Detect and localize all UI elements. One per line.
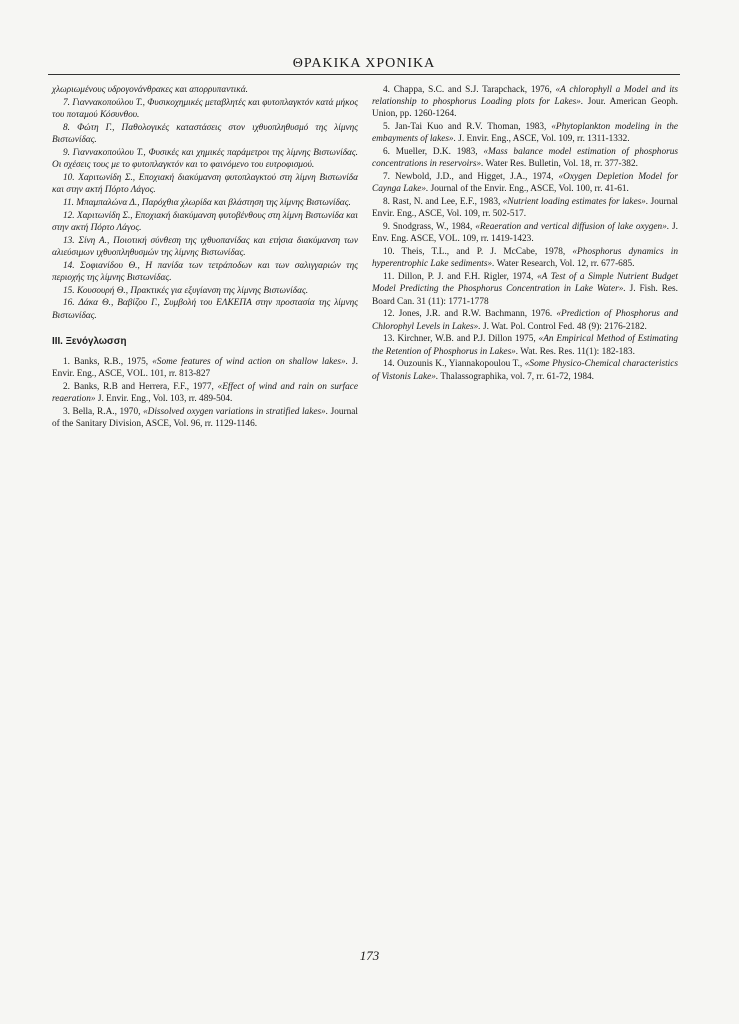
reference-source: Journal of the Sanitary Division, ASCE, Vol. 96, rr. 1129-1146. bbox=[52, 407, 358, 430]
running-header: ΘΡΑΚΙΚΑ ΧΡΟΝΙΚΑ bbox=[292, 56, 436, 71]
foreign-reference-list bbox=[52, 356, 358, 430]
reference-source: J. Envir. Eng., ASCE, Vol. 109, rr. 1311-1332. bbox=[455, 134, 630, 145]
reference-title: «Prediction of Phosphorus and Chlorophyl Levels in Lakes». bbox=[372, 309, 678, 332]
reference-source: Journal of the Envir. Eng., ASCE, Vol. 100, rr. 41-61. bbox=[428, 184, 629, 195]
reference-entry: 14. Σοφιανίδου Θ., Η πανίδα των τετράποδων και των σαλιγγαριών της περιοχής της λίμνης Βιστωνίδας. bbox=[52, 260, 358, 283]
reference-title: «Oxygen Depletion Model for Caynga Lake». bbox=[372, 172, 678, 195]
reference-source: Thalassographika, vol. 7, rr. 61-72, 1984. bbox=[438, 371, 594, 382]
reference-source: J. Env. Eng. ASCE, VOL. 109, rr. 1419-1423. bbox=[372, 222, 678, 245]
reference-source: J. Envir. Eng., ASCE, VOL. 101, rr. 813-827 bbox=[52, 357, 358, 380]
reference-source: J. Fish. Res. Board Can. 31 (11): 1771-1778 bbox=[372, 284, 679, 307]
reference-source: Wat. Res. Res. 11(1): 182-183. bbox=[518, 346, 635, 357]
reference-authors: 9. Snodgrass, W., 1984, bbox=[383, 222, 476, 233]
reference-entry bbox=[52, 356, 358, 380]
reference-source: J. Envir. Eng., Vol. 103, rr. 489-504. bbox=[95, 394, 233, 405]
reference-authors: 11. Dillon, P. J. and F.H. Rigler, 1974, bbox=[383, 272, 537, 283]
reference-title: «Some Physico-Chemical characteristics of Vistonis Lake». bbox=[372, 359, 678, 382]
reference-entry bbox=[52, 381, 358, 405]
reference-source: Water Res. Bulletin, Vol. 18, rr. 377-382. bbox=[483, 159, 638, 170]
reference-authors: 14. Ouzounis K., Yiannakopoulou T., bbox=[383, 359, 525, 370]
reference-authors: 2. Banks, R.B and Herrera, F.F., 1977, bbox=[63, 382, 218, 392]
reference-entry: 16. Δάκα Θ., Βαβίζου Γ., Συμβολή του ΕΛΚΕΠΑ στην προστασία της λίμνης Βιστωνίδας. bbox=[52, 298, 358, 321]
reference-title: «Phosphorus dynamics in hyperentrophic Lake sediments». bbox=[372, 247, 678, 270]
reference-title: «Effect of wind and rain on surface reaeration» bbox=[52, 382, 358, 405]
left-column bbox=[52, 84, 358, 431]
reference-title: «An Empirical Method of Estimating the Retention of Phosphorus in Lakes». bbox=[372, 334, 678, 357]
reference-source: Water Research, Vol. 12, rr. 677-685. bbox=[494, 259, 635, 270]
reference-entry: 15. Κουσουρή Θ., Πρακτικές για εξυγίανση της λίμνης Βιστωνίδας. bbox=[63, 285, 309, 296]
reference-entry: 11. Μπαμπαλώνα Δ., Παρόχθια χλωρίδα και βλάστηση της λίμνης Βιστωνίδας. bbox=[63, 197, 351, 208]
reference-entry bbox=[372, 246, 678, 270]
reference-entry: χλωριωμένους υδρογονάνθρακες και απορρυπαντικά. bbox=[52, 85, 248, 95]
reference-entry: 9. Γιαννακοπούλου Τ., Φυσικές και χημικές παράμετροι της λίμνης Βιστωνίδας. Οι σχέσεις τους με το φυτοπλαγκτόν και το φαινόμενο του ευτροφισμού. bbox=[52, 147, 358, 170]
reference-title: «Nutrient loading estimates for lakes». bbox=[502, 197, 649, 208]
reference-entry bbox=[372, 333, 678, 357]
reference-authors: 10. Theis, T.L., and P. J. McCabe, 1978, bbox=[383, 247, 573, 258]
reference-title: «Dissolved oxygen variations in stratified lakes». bbox=[142, 407, 329, 417]
reference-source: J. Wat. Pol. Control Fed. 48 (9): 2176-2182. bbox=[480, 321, 647, 332]
right-column bbox=[372, 84, 678, 383]
reference-authors: 1. Banks, R.B., 1975, bbox=[63, 357, 153, 367]
reference-entry bbox=[372, 221, 678, 245]
reference-title: «Reaeration and vertical diffusion of lake oxygen». bbox=[475, 222, 670, 233]
reference-entry: 8. Φώτη Γ., Παθολογικές καταστάσεις στον ιχθυοπληθυσμό της λίμνης Βιστωνίδας. bbox=[52, 122, 358, 145]
reference-authors: 3. Bella, R.A., 1970, bbox=[63, 407, 143, 417]
reference-entry bbox=[52, 406, 358, 430]
reference-entry: 13. Σίνη Α., Ποιοτική σύνθεση της ιχθυοπανίδας και ετήσια διακύμανση των αλιεύσιμων ιχθυοπληθυσμών της λίμνης Βιστωνίδας. bbox=[52, 235, 358, 258]
reference-entry bbox=[372, 196, 678, 220]
reference-entry bbox=[372, 271, 678, 308]
reference-title: «A chlorophyll a Model and its relationship to phosphorus Loading plots for Lakes». bbox=[372, 85, 678, 108]
reference-authors: 5. Jan-Tai Kuo and R.V. Thoman, 1983, bbox=[383, 122, 552, 133]
reference-authors: 12. Jones, J.R. and R.W. Bachmann, 1976. bbox=[383, 309, 557, 320]
reference-title: «A Test of a Simple Nutrient Budget Model Predicting the Phosphorus Concentration in Lake Water». bbox=[372, 272, 678, 295]
reference-authors: 13. Kirchner, W.B. and P.J. Dillon 1975, bbox=[383, 334, 539, 345]
reference-authors: 4. Chappa, S.C. and S.J. Tarapchack, 1976, bbox=[383, 85, 556, 95]
reference-entry bbox=[372, 358, 678, 382]
reference-entry bbox=[372, 171, 678, 195]
reference-source: Jour. American Geoph. Union, pp. 1260-1264. bbox=[372, 97, 678, 120]
reference-authors: 7. Newbold, J.D., and Higget, J.A., 1974, bbox=[383, 172, 559, 183]
page-number: 173 bbox=[359, 948, 380, 963]
reference-authors: 6. Mueller, D.K. 1983, bbox=[383, 147, 484, 158]
reference-authors: 8. Rast, N. and Lee, E.F., 1983, bbox=[383, 197, 503, 208]
header-rule bbox=[48, 74, 680, 75]
reference-entry: 10. Χαριτωνίδη Σ., Εποχιακή διακύμανση φυτοπλαγκτού στη λίμνη Βιστωνίδα και στην ακτή Πόρτο Λάγος. bbox=[52, 172, 358, 195]
reference-entry bbox=[372, 84, 678, 121]
reference-title: «Mass balance model estimation of phosphorus concentrations in reservoirs». bbox=[372, 147, 678, 170]
reference-entry bbox=[372, 121, 678, 145]
reference-title: «Some features of wind action on shallow lakes». bbox=[152, 357, 348, 367]
greek-reference-list bbox=[52, 84, 358, 322]
reference-entry: 12. Χαριτωνίδη Σ., Εποχιακή διακύμανση φυτοβένθους στη λίμνη Βιστωνίδα και στην ακτή Πόρτο Λάγος. bbox=[52, 210, 358, 233]
section-title: ΙΙΙ. Ξενόγλωσση bbox=[52, 335, 127, 347]
reference-entry bbox=[372, 146, 678, 170]
reference-title: «Phytoplankton modeling in the embayments of lakes». bbox=[372, 122, 679, 145]
reference-entry bbox=[372, 308, 678, 332]
foreign-reference-list bbox=[372, 84, 678, 383]
reference-entry: 7. Γιαννακοπούλου Τ., Φυσικοχημικές μεταβλητές και φυτοπλαγκτόν κατά μήκος του ποταμού Κόσυνθου. bbox=[52, 97, 358, 120]
reference-source: Journal Envir. Eng., ASCE, Vol. 109, rr. 502-517. bbox=[372, 197, 678, 220]
